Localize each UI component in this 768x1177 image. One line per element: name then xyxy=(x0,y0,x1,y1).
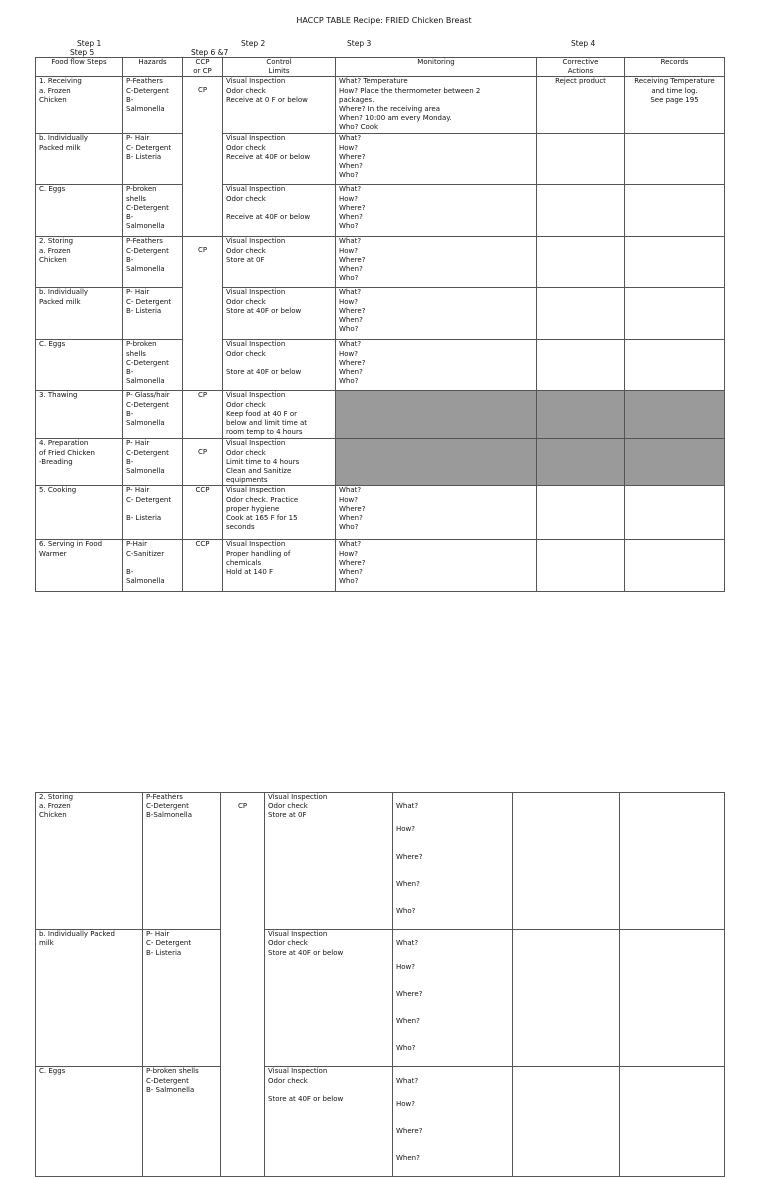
monitoring-where: Where? xyxy=(396,989,423,998)
cell-hazards: P-broken shells C-Detergent B- Salmonella xyxy=(143,1067,221,1177)
cell-control-limits: Visual Inspection Odor check Store at 40F or below xyxy=(265,1067,393,1177)
cell-step: 1. Receiving a. Frozen Chicken xyxy=(36,77,123,134)
cell-corrective-actions xyxy=(537,185,625,237)
cell-step: b. Individually Packed milk xyxy=(36,134,123,185)
cell-hazards: P- Glass/hair C-Detergent B- Salmonella xyxy=(123,391,183,439)
cell-step: b. Individually Packed milk xyxy=(36,930,143,1067)
cell-step: 4. Preparation of Fried Chicken -Breading xyxy=(36,439,123,486)
cell-corrective-actions xyxy=(513,1067,620,1177)
cell-corrective-actions xyxy=(537,540,625,592)
cell-records: Receiving Temperature and time log. See page 195 xyxy=(625,77,725,134)
cell-control-limits: Visual Inspection Odor check Receive at 40F or below xyxy=(223,134,336,185)
step-4-label: Step 4 xyxy=(571,39,596,48)
monitoring-who: Who? xyxy=(396,1044,416,1053)
cell-monitoring: What? How? Where? When? Who? xyxy=(336,288,537,340)
cell-ccp: CP xyxy=(183,439,223,486)
cell-ccp xyxy=(221,930,265,1067)
monitoring-when: When? xyxy=(396,879,420,888)
cell-corrective-actions xyxy=(513,793,620,930)
cell-ccp: CP xyxy=(183,77,223,134)
cell-control-limits: Visual Inspection Odor check Limit time to 4 hours Clean and Sanitize equipments xyxy=(223,439,336,486)
cell-hazards: P-Feathers C-Detergent B- Salmonella xyxy=(123,77,183,134)
table-row xyxy=(36,1067,725,1177)
cell-corrective-actions: Reject product xyxy=(537,77,625,134)
cell-records xyxy=(625,340,725,391)
table-row xyxy=(36,237,725,288)
table-row xyxy=(36,540,725,592)
cell-corrective-actions xyxy=(537,340,625,391)
monitoring-how: How? xyxy=(396,1099,415,1108)
cell-step: C. Eggs xyxy=(36,1067,143,1177)
cell-hazards: P-broken shells C-Detergent B- Salmonella xyxy=(123,340,183,391)
cell-monitoring: What? How? Where? When? Who? xyxy=(336,486,537,540)
cell-hazards: P- Hair C- Detergent B- Listeria xyxy=(143,930,221,1067)
cell-control-limits: Visual Inspection Odor check Store at 40F or below xyxy=(223,288,336,340)
haccp-table xyxy=(35,57,725,592)
cell-ccp: CP xyxy=(183,391,223,439)
cell-records xyxy=(620,1067,725,1177)
cell-hazards: P- Hair C- Detergent B- Listeria xyxy=(123,288,183,340)
document-title: HACCP TABLE Recipe: FRIED Chicken Breast xyxy=(296,16,472,25)
cell-control-limits: Visual Inspection Odor check Receive at 40F or below xyxy=(223,185,336,237)
monitoring-how: How? xyxy=(396,962,415,971)
cell-monitoring: What? How? Where? When? Who? xyxy=(336,134,537,185)
cell-ccp: CP xyxy=(221,793,265,930)
cell-records xyxy=(620,793,725,930)
cell-step: 3. Thawing xyxy=(36,391,123,439)
cell-step: 2. Storing a. Frozen Chicken xyxy=(36,793,143,930)
cell-records xyxy=(625,134,725,185)
cell-hazards: P- Hair C- Detergent B- Listeria xyxy=(123,134,183,185)
cell-corrective-actions xyxy=(537,486,625,540)
cell-hazards: P- Hair C- Detergent B- Listeria xyxy=(123,486,183,540)
table-row xyxy=(36,134,725,185)
cell-records xyxy=(625,185,725,237)
cell-control-limits: Visual Inspection Odor check Keep food at 40 F or below and limit time at room temp to 4 hours xyxy=(223,391,336,439)
monitoring-where: Where? xyxy=(396,1127,423,1136)
cell-monitoring xyxy=(336,439,537,486)
monitoring-when: When? xyxy=(396,1017,420,1026)
table-row xyxy=(36,77,725,134)
cell-step: 6. Serving in Food Warmer xyxy=(36,540,123,592)
monitoring-who: Who? xyxy=(396,907,416,916)
table-row xyxy=(36,185,725,237)
cell-records xyxy=(620,930,725,1067)
cell-ccp xyxy=(183,185,223,237)
monitoring-where: Where? xyxy=(396,852,423,861)
header-monitoring: Monitoring xyxy=(336,58,537,77)
cell-hazards: P-Feathers C-Detergent B-Salmonella xyxy=(143,793,221,930)
cell-ccp: CCP xyxy=(183,540,223,592)
cell-monitoring: What? How? Where? When? Who? xyxy=(336,237,537,288)
cell-corrective-actions xyxy=(537,391,625,439)
cell-corrective-actions xyxy=(537,237,625,288)
step-5-label: Step 5 xyxy=(70,48,95,57)
cell-control-limits: Visual Inspection Odor check Store at 0F xyxy=(265,793,393,930)
header-ccp: CCP or CP xyxy=(183,58,223,77)
header-row xyxy=(36,58,725,77)
cell-step: C. Eggs xyxy=(36,340,123,391)
header-records: Records xyxy=(625,58,725,77)
step-6-7-label: Step 6 &7 xyxy=(191,48,229,57)
cell-ccp xyxy=(183,134,223,185)
header-corrective-actions: Corrective Actions xyxy=(537,58,625,77)
cell-control-limits: Visual Inspection Odor check Store at 0F xyxy=(223,237,336,288)
cell-monitoring: What? How? Where? When? Who? xyxy=(336,340,537,391)
table-row xyxy=(36,340,725,391)
cell-records xyxy=(625,237,725,288)
header-food-flow-steps: Food flow Steps xyxy=(36,58,123,77)
cell-step: 2. Storing a. Frozen Chicken xyxy=(36,237,123,288)
cell-ccp xyxy=(183,288,223,340)
monitoring-what: What? xyxy=(396,939,419,948)
cell-control-limits: Visual Inspection Odor check Receive at 0 F or below xyxy=(223,77,336,134)
cell-corrective-actions xyxy=(537,134,625,185)
monitoring-how: How? xyxy=(396,825,415,834)
cell-hazards: P-Hair C-Sanitizer B- Salmonella xyxy=(123,540,183,592)
cell-monitoring: What? How? Where? When? Who? xyxy=(336,540,537,592)
table-row xyxy=(36,288,725,340)
cell-step: C. Eggs xyxy=(36,185,123,237)
cell-corrective-actions xyxy=(537,288,625,340)
step-1-label: Step 1 xyxy=(77,39,102,48)
cell-monitoring xyxy=(393,930,513,1067)
cell-corrective-actions xyxy=(537,439,625,486)
cell-hazards: P-Feathers C-Detergent B- Salmonella xyxy=(123,237,183,288)
step-3-label: Step 3 xyxy=(347,39,372,48)
cell-monitoring xyxy=(393,793,513,930)
cell-hazards: P- Hair C-Detergent B- Salmonella xyxy=(123,439,183,486)
step-2-label: Step 2 xyxy=(241,39,266,48)
haccp-table-page-2 xyxy=(35,792,725,1177)
cell-records xyxy=(625,540,725,592)
cell-ccp: CP xyxy=(183,237,223,288)
table-row xyxy=(36,793,725,930)
monitoring-when: When? xyxy=(396,1154,420,1163)
header-control-limits: Control Limits xyxy=(223,58,336,77)
cell-step: 5. Cooking xyxy=(36,486,123,540)
cell-hazards: P-broken shells C-Detergent B- Salmonella xyxy=(123,185,183,237)
cell-ccp xyxy=(183,340,223,391)
cell-step: b. Individually Packed milk xyxy=(36,288,123,340)
cell-monitoring: What? How? Where? When? Who? xyxy=(336,185,537,237)
cell-records xyxy=(625,391,725,439)
cell-records xyxy=(625,486,725,540)
cell-ccp: CCP xyxy=(183,486,223,540)
cell-control-limits: Visual Inspection Odor check Store at 40F or below xyxy=(223,340,336,391)
cell-monitoring xyxy=(393,1067,513,1177)
cell-records xyxy=(625,288,725,340)
monitoring-what: What? xyxy=(396,1076,419,1085)
table-row xyxy=(36,930,725,1067)
table-row xyxy=(36,391,725,439)
cell-ccp xyxy=(221,1067,265,1177)
cell-corrective-actions xyxy=(513,930,620,1067)
cell-monitoring: What? Temperature How? Place the thermometer between 2 packages. Where? In the receiving area When? 10:00 am every Monday. Who? Cook xyxy=(336,77,537,134)
cell-control-limits: Visual Inspection Odor check Store at 40F or below xyxy=(265,930,393,1067)
cell-records xyxy=(625,439,725,486)
cell-control-limits: Visual Inspection Odor check. Practice proper hygiene Cook at 165 F for 15 seconds xyxy=(223,486,336,540)
table-row xyxy=(36,486,725,540)
cell-control-limits: Visual Inspection Proper handling of chemicals Hold at 140 F xyxy=(223,540,336,592)
cell-monitoring xyxy=(336,391,537,439)
monitoring-what: What? xyxy=(396,802,419,811)
table-row xyxy=(36,439,725,486)
header-hazards: Hazards xyxy=(123,58,183,77)
